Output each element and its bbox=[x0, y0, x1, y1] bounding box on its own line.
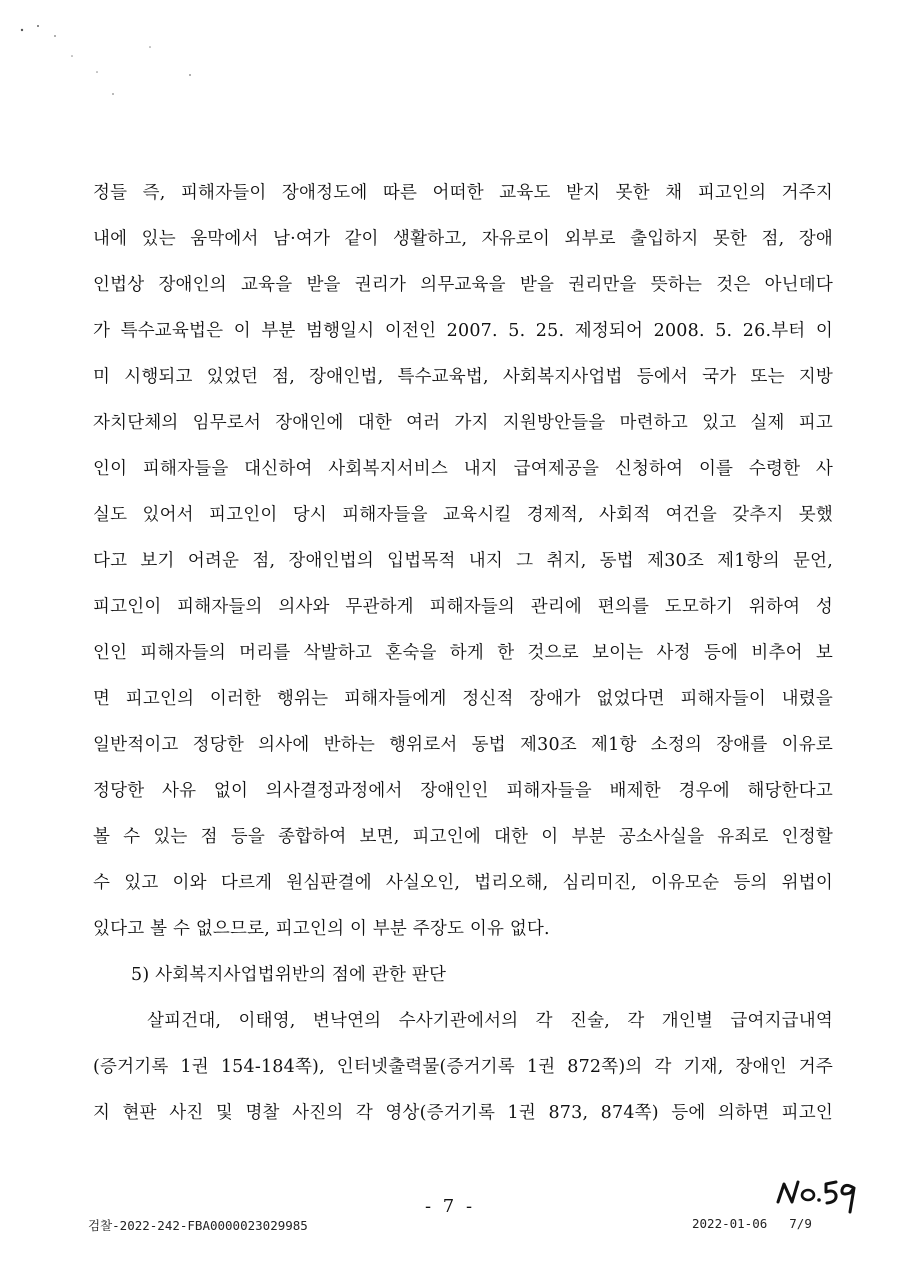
footer-date-page bbox=[692, 1216, 812, 1231]
body-line: 미 시행되고 있었던 점, 장애인법, 특수교육법, 사회복지사업법 등에서 국가 또는 지방 bbox=[93, 367, 833, 387]
body-line: 정당한 사유 없이 의사결정과정에서 장애인인 피해자들을 배제한 경우에 해당한다고 bbox=[93, 781, 833, 801]
document-id: 검찰-2022-242-FBA0000023029985 bbox=[88, 1218, 308, 1233]
body-line: 피고인이 피해자들의 의사와 무관하게 피해자들의 관리에 편의를 도모하기 위하여 성 bbox=[93, 597, 833, 617]
body-line: 일반적이고 정당한 의사에 반하는 행위로서 동법 제30조 제1항 소정의 장애를 이유로 bbox=[93, 735, 833, 755]
footer-page-count: 7/9 bbox=[789, 1216, 812, 1231]
scan-speck-marks bbox=[0, 0, 300, 120]
body-line: 있다고 볼 수 없으므로, 피고인의 이 부분 주장도 이유 없다. bbox=[93, 919, 550, 939]
body-line: 수 있고 이와 다르게 원심판결에 사실오인, 법리오해, 심리미진, 이유모순 등의 위법이 bbox=[93, 873, 833, 893]
body-line: 면 피고인의 이러한 행위는 피해자들에게 정신적 장애가 없었다면 피해자들이 내렸을 bbox=[93, 689, 833, 709]
body-line: 내에 있는 움막에서 남·여가 같이 생활하고, 자유로이 외부로 출입하지 못한 점, 장애 bbox=[93, 229, 833, 249]
body-line: 자치단체의 임무로서 장애인에 대한 여러 가지 지원방안들을 마련하고 있고 실제 피고 bbox=[93, 413, 833, 433]
body-line: 실도 있어서 피고인이 당시 피해자들을 교육시킬 경제적, 사회적 여건을 갖추지 못했 bbox=[93, 505, 833, 525]
body-line: 살피건대, 이태영, 변낙연의 수사기관에서의 각 진술, 각 개인별 급여지급내역 bbox=[147, 1011, 833, 1031]
body-line: (증거기록 1권 154-184쪽), 인터넷출력물(증거기록 1권 872쪽)의 각 기재, 장애인 거주 bbox=[93, 1057, 833, 1077]
footer-date: 2022-01-06 bbox=[692, 1216, 768, 1231]
section-heading: 5) 사회복지사업법위반의 점에 관한 판단 bbox=[131, 965, 447, 985]
body-line: 다고 보기 어려운 점, 장애인법의 입법목적 내지 그 취지, 동법 제30조 제1항의 문언, bbox=[93, 551, 833, 571]
body-line: 인인 피해자들의 머리를 삭발하고 혼숙을 하게 한 것으로 보이는 사정 등에 비추어 보 bbox=[93, 643, 833, 663]
body-line: 가 특수교육법은 이 부분 범행일시 이전인 2007. 5. 25. 제정되어 2008. 5. 26.부터 이 bbox=[93, 321, 833, 341]
body-line: 정들 즉, 피해자들이 장애정도에 따른 어떠한 교육도 받지 못한 채 피고인의 거주지 bbox=[93, 183, 833, 203]
body-line: 인법상 장애인의 교육을 받을 권리가 의무교육을 받을 권리만을 뜻하는 것은 아닌데다 bbox=[93, 275, 833, 295]
body-line: 인이 피해자들을 대신하여 사회복지서비스 내지 급여제공을 신청하여 이를 수령한 사 bbox=[93, 459, 833, 479]
page-number: - 7 - bbox=[424, 1196, 476, 1217]
body-line: 볼 수 있는 점 등을 종합하여 보면, 피고인에 대한 이 부분 공소사실을 유죄로 인정할 bbox=[93, 827, 833, 847]
body-line: 지 현판 사진 및 명찰 사진의 각 영상(증거기록 1권 873, 874쪽) 등에 의하면 피고인 bbox=[93, 1103, 833, 1123]
